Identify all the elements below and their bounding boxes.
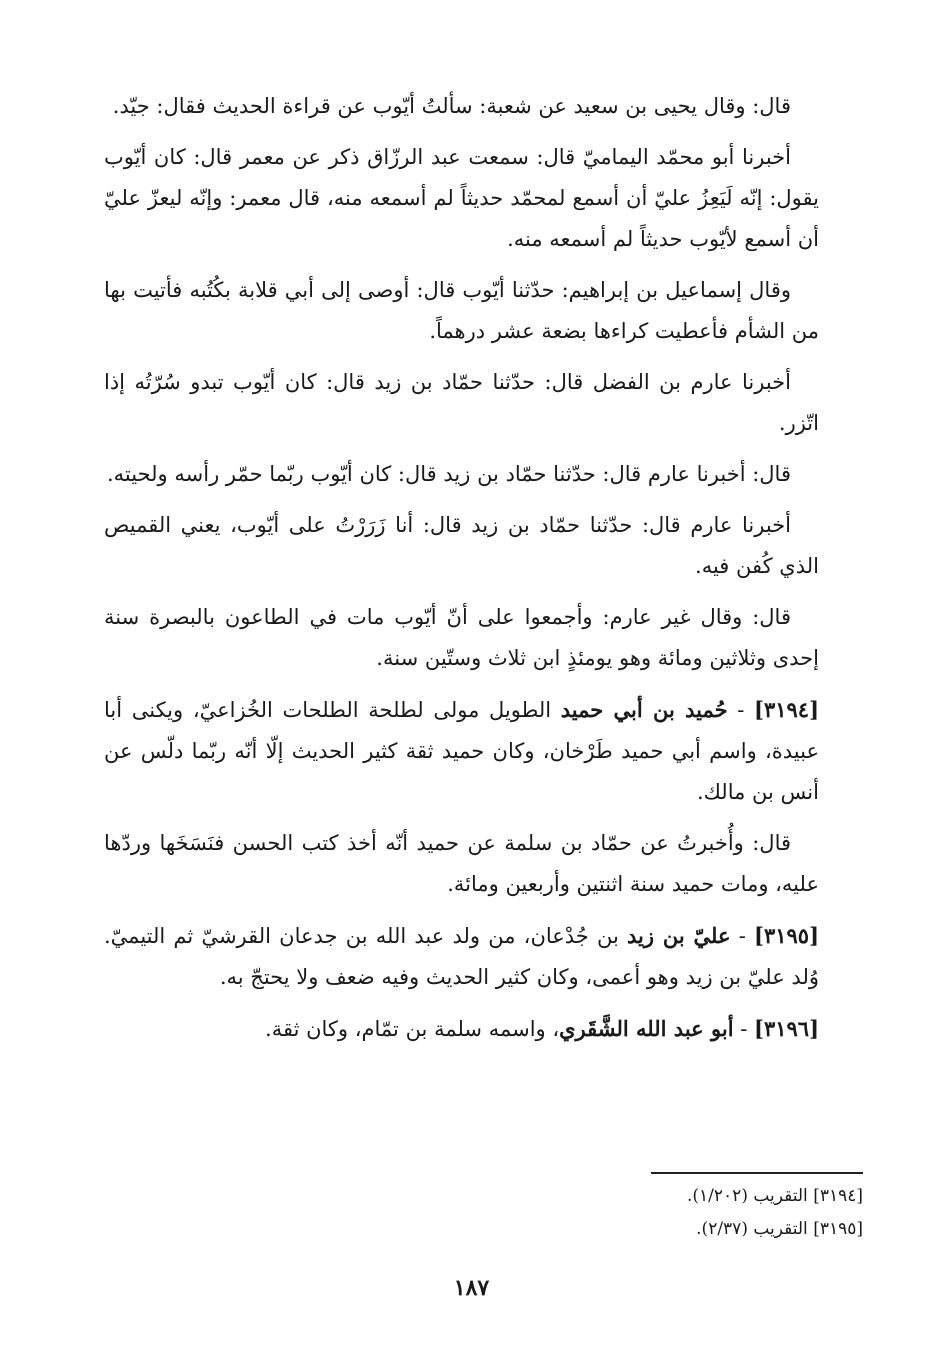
biography-entry: [٣١٩٥] - عليّ بن زيد بن جُدْعان، من ولد عبد الله بن جدعان القرشيّ ثم التيميّ. وُلد عليّ بن زيد وهو أعمى، وكان كثير الحديث وفيه ضعف ولا يحتجّ به. bbox=[104, 923, 820, 989]
biography-entry: [٣١٩٦] - أبو عبد الله الشَّقَري، واسمه سلمة بن تمّام، وكان ثقة. bbox=[265, 1016, 819, 1041]
entry-name: حُميد بن أبي حميد bbox=[560, 697, 728, 722]
entry-number: [٣١٩٦] bbox=[754, 1016, 819, 1041]
footnote-divider bbox=[651, 1172, 863, 1174]
entry-text: بن جُدْعان، من ولد عبد الله بن جدعان القرشيّ ثم التيميّ. وُلد عليّ بن زيد وهو أعمى، وكان كثير الحديث وفيه ضعف ولا يحتجّ به. bbox=[104, 924, 819, 989]
paragraph: قال: وقال غير عارم: وأجمعوا على أنّ أيّوب مات في الطاعون بالبصرة سنة إحدى وثلاثين ومائة وهو يومئذٍ ابن ثلاث وستّين سنة. bbox=[104, 605, 819, 670]
footnote: [٣١٩٥] التقريب (٢/٣٧). bbox=[696, 1219, 863, 1239]
paragraph: أخبرنا أبو محمّد اليماميّ قال: سمعت عبد الرزّاق ذكر عن معمر قال: كان أيّوب يقول: إنّه لَيَعِزُ عليّ أن أسمع لمحمّد حديثاً لم أسمعه منه، قال معمر: وإنّه ليعزّ عليّ أن أسمع لأيّوب حديثاً لم أسمعه منه. bbox=[104, 145, 819, 251]
entry-name: عليّ بن زيد bbox=[627, 923, 731, 948]
paragraph: قال: وأُخبرتُ عن حمّاد بن سلمة عن حميد أنّه أخذ كتب الحسن فنَسَخَها وردّها عليه، ومات حميد سنة اثنتين وأربعين ومائة. bbox=[104, 831, 819, 896]
entry-name: أبو عبد الله الشَّقَري bbox=[559, 1016, 734, 1041]
entry-text: الطويل مولى لطلحة الطلحات الخُزاعيّ، ويكنى أبا عبيدة، واسم أبي حميد طَرْخان، وكان حميد ثقة كثير الحديث إلّا أنّه ربّما دلّس عن أنس بن مالك. bbox=[104, 698, 819, 804]
paragraph: أخبرنا عارم بن الفضل قال: حدّثنا حمّاد بن زيد قال: كان أيّوب تبدو سُرّتُه إذا اتّزر. bbox=[104, 370, 819, 435]
main-text bbox=[104, 86, 819, 1060]
paragraph: وقال إسماعيل بن إبراهيم: حدّثنا أيّوب قال: أوصى إلى أبي قلابة بكُتُبه فأتيت بها من الشأم فأعطيت كراءها بضعة عشر درهماً. bbox=[104, 278, 819, 343]
footnote: [٣١٩٤] التقريب (١/٢٠٢). bbox=[687, 1186, 863, 1206]
paragraph: قال: وقال يحيى بن سعيد عن شعبة: سألتُ أيّوب عن قراءة الحديث فقال: جيّد. bbox=[112, 94, 791, 118]
entry-number: [٣١٩٥] bbox=[754, 923, 820, 948]
footnotes bbox=[363, 1180, 863, 1246]
entry-number: [٣١٩٤] bbox=[754, 697, 819, 722]
page-number: ١٨٧ bbox=[453, 1275, 490, 1301]
paragraph: أخبرنا عارم قال: حدّثنا حمّاد بن زيد قال: أنا زَرَرْتُ على أيّوب، يعني القميص الذي كُفن فيه. bbox=[104, 513, 819, 578]
biography-entry: [٣١٩٤] - حُميد بن أبي حميد الطويل مولى لطلحة الطلحات الخُزاعيّ، ويكنى أبا عبيدة، واسم أبي حميد طَرْخان، وكان حميد ثقة كثير الحديث إلّا أنّه ربّما دلّس عن أنس بن مالك. bbox=[104, 697, 819, 804]
paragraph: قال: أخبرنا عارم قال: حدّثنا حمّاد بن زيد قال: كان أيّوب ربّما حمّر رأسه ولحيته. bbox=[107, 462, 791, 486]
entry-text: ، واسمه سلمة بن تمّام، وكان ثقة. bbox=[265, 1017, 560, 1041]
